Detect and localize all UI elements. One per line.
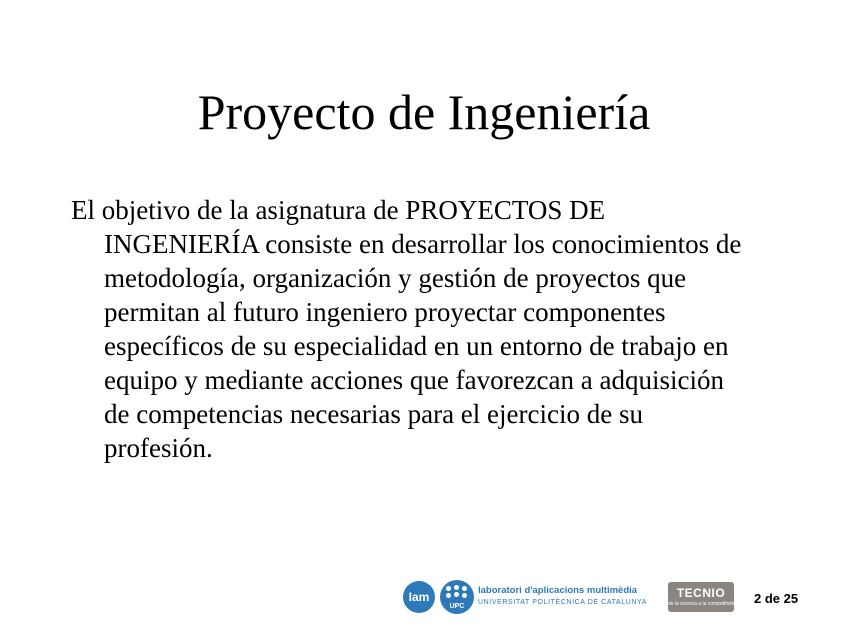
slide-body-paragraph [71, 193, 801, 465]
tecnio-logo [668, 582, 737, 612]
slide-title: Proyecto de Ingeniería [197, 84, 651, 140]
slide-footer [400, 578, 820, 618]
body-line: profesión. [104, 433, 213, 463]
body-line: metodología, organización y gestión de proyectos que [104, 263, 687, 293]
body-line: equipo y mediante acciones que favorezcan a adquisición [104, 365, 724, 395]
body-line: permitan al futuro ingeniero proyectar componentes [104, 297, 666, 327]
body-line: El objetivo de la asignatura de PROYECTOS DE [71, 195, 606, 225]
upc-logo [440, 580, 474, 614]
body-line: INGENIERÍA consiste en desarrollar los conocimientos de [104, 229, 742, 259]
body-line: específicos de su especialidad en un entorno de trabajo en [104, 331, 729, 361]
tecnio-tagline: de la recerca a la competitivitat [668, 601, 737, 607]
upc-logo-label: UPC [449, 603, 465, 610]
body-line: de competencias necesarias para el ejercicio de su [104, 399, 643, 429]
page-indicator: 2 de 25 [754, 591, 799, 606]
university-name: UNIVERSITAT POLITÈCNICA DE CATALUNYA [478, 599, 648, 606]
lab-name: laboratori d'aplicacions multimèdia [478, 585, 638, 596]
tecnio-logo-text: TECNIO [676, 586, 726, 600]
lab-name-block [478, 584, 663, 608]
iam-logo: Iam [403, 581, 435, 613]
